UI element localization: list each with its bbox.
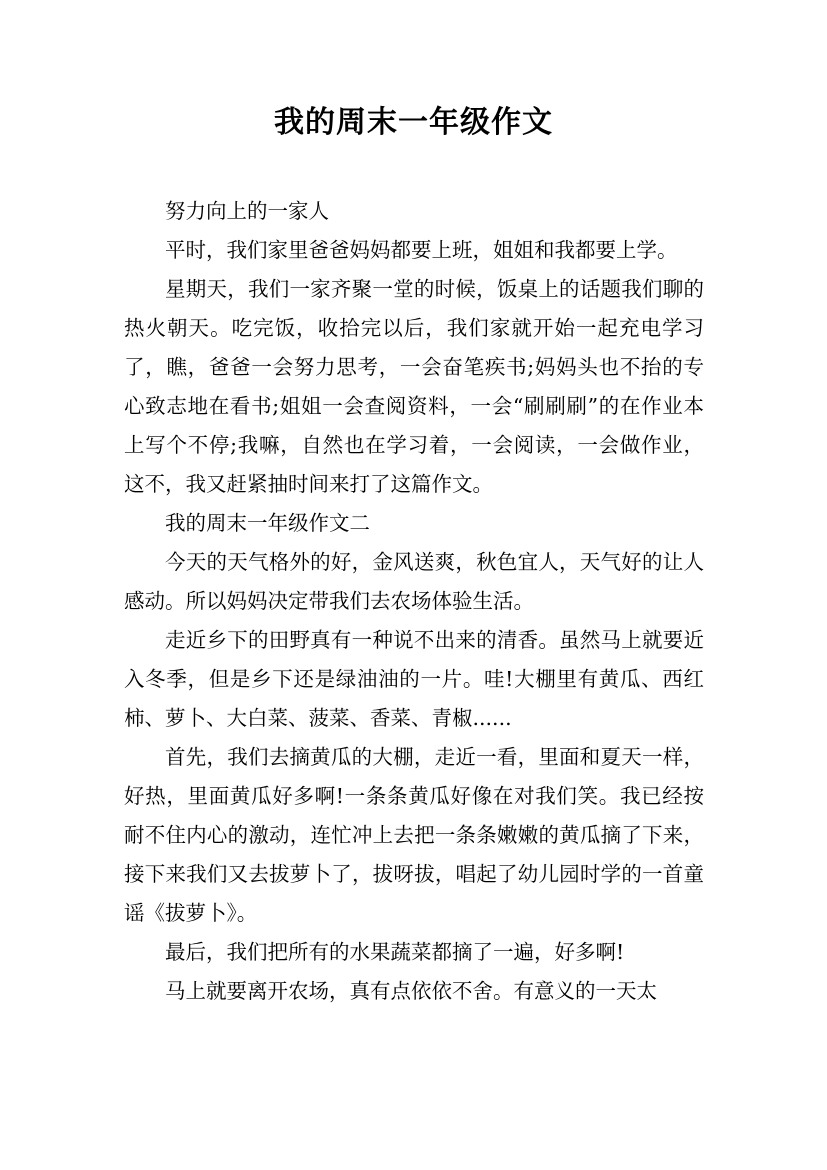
paragraph: 最后，我们把所有的水果蔬菜都摘了一遍，好多啊! [165,940,625,964]
paragraph: 首先，我们去摘黄瓜的大棚，走近一看，里面和夏天一样，好热，里面黄瓜好多啊!一条条黄瓜好像在对我们笑。我已经按耐不住内心的激动，连忙冲上去把一条条嫩嫩的黄瓜摘了下来，接下来我们又去拔萝卜了，拔呀拔，唱起了幼儿园时学的一首童谣《拔萝卜》。 [124,745,704,925]
paragraph-section-heading: 努力向上的一家人 [165,199,329,223]
paragraph: 走近乡下的田野真有一种说不出来的清香。虽然马上就要近入冬季，但是乡下还是绿油油的一片。哇!大棚里有黄瓜、西红柿、萝卜、大白菜、菠菜、香菜、青椒...... [124,628,704,730]
paragraph: 星期天，我们一家齐聚一堂的时候，饭桌上的话题我们聊的热火朝天。吃完饭，收拾完以后，我们家就开始一起充电学习了，瞧，爸爸一会努力思考，一会奋笔疾书;妈妈头也不抬的专心致志地在看书;姐姐一会查阅资料，一会“刷刷刷”的在作业本上写个不停;我嘛，自然也在学习着，一会阅读，一会做作业，这不，我又赶紧抽时间来打了这篇作文。 [124,277,704,496]
document-body [124,192,704,1011]
paragraph: 今天的天气格外的好，金风送爽，秋色宜人，天气好的让人感动。所以妈妈决定带我们去农场体验生活。 [124,550,704,613]
paragraph: 平时，我们家里爸爸妈妈都要上班，姐姐和我都要上学。 [165,238,678,262]
paragraph: 马上就要离开农场，真有点依依不舍。有意义的一天太 [165,979,657,1003]
document-title: 我的周末一年级作文 [274,105,553,140]
paragraph-section-heading: 我的周末一年级作文二 [165,511,370,535]
